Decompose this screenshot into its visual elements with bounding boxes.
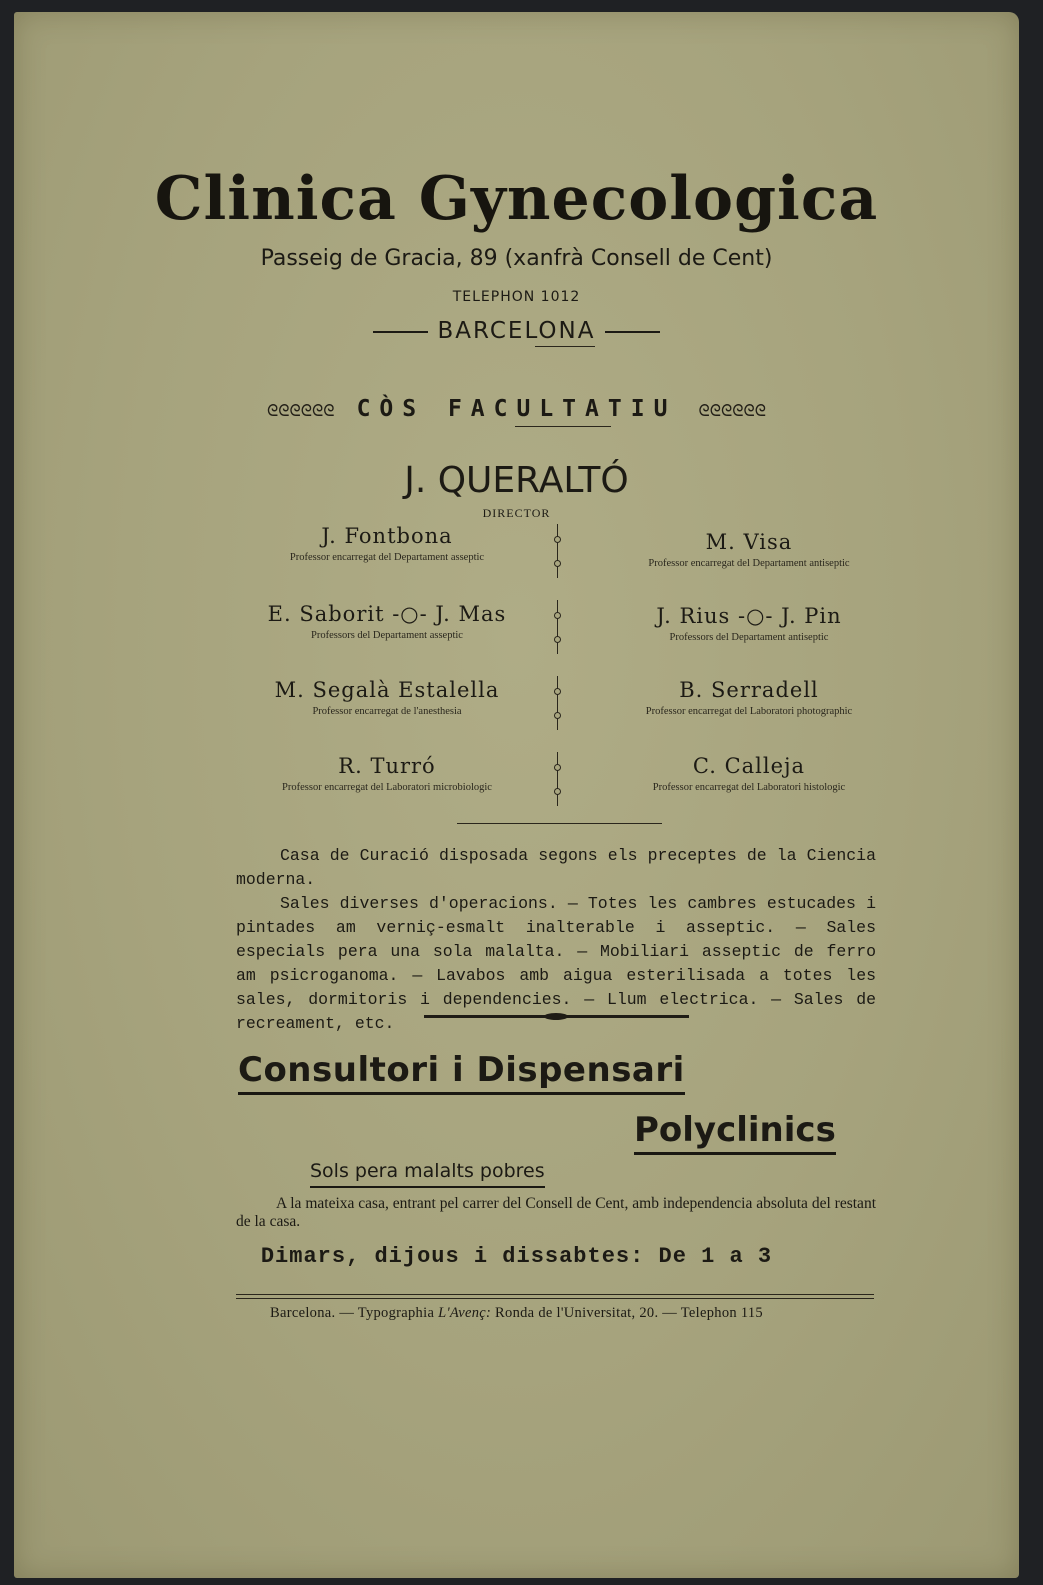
- staff-divider: [457, 823, 662, 824]
- column-separator: [553, 524, 562, 578]
- printer-footer: [14, 1305, 1019, 1322]
- polyclinics-title: Polyclinics: [634, 1110, 836, 1155]
- ornamental-divider: [424, 1015, 689, 1018]
- clinic-city: [14, 318, 1019, 344]
- consultori-text: [236, 1195, 876, 1231]
- staff-name: C. Calleja: [692, 754, 806, 778]
- staff-member: [584, 530, 914, 569]
- director-role: DIRECTOR: [482, 506, 551, 520]
- footer-text-before: Barcelona. — Typographia: [270, 1305, 439, 1321]
- ornament-left: ᘓᘓᘓᘓᘓᘓ: [266, 403, 335, 421]
- staff-role: Professor encarregat del Departament antiseptic: [648, 558, 850, 569]
- ornament-right: ᘓᘓᘓᘓᘓᘓ: [698, 403, 767, 421]
- staff-role: Professor encarregat de l'anesthesia: [312, 706, 462, 717]
- city-dash-left: [373, 331, 428, 333]
- staff-member: [222, 524, 552, 563]
- director-name: J. QUERALTÓ: [404, 460, 629, 501]
- staff-name: J. Fontbona: [321, 524, 453, 548]
- staff-role: Professor encarregat del Departament asseptic: [289, 552, 485, 563]
- city-name: BARCELONA: [437, 318, 596, 344]
- consultori-paragraph: A la mateixa casa, entrant pel carrer del Consell de Cent, amb independencia absoluta del restant de la casa.: [236, 1195, 876, 1230]
- staff-role: Professors del Departament asseptic: [311, 630, 463, 641]
- consultori-hours: Dimars, dijous i dissabtes: De 1 a 3: [260, 1244, 773, 1269]
- consultori-title: Consultori i Dispensari: [238, 1050, 685, 1095]
- staff-heading-row: [14, 396, 1019, 422]
- staff-member: [222, 678, 552, 717]
- staff-heading: CÒS FACULTATIU: [356, 396, 677, 422]
- footer-printer-name: L'Avenç:: [438, 1305, 492, 1321]
- staff-name: J. Rius -○- J. Pin: [656, 604, 842, 628]
- city-dash-right: [605, 331, 660, 333]
- page-title: Clinica Gynecologica: [154, 164, 879, 234]
- staff-name: R. Turró: [338, 754, 436, 778]
- staff-name: B. Serradell: [679, 678, 819, 702]
- staff-name: M. Segalà Estalella: [274, 678, 500, 702]
- column-separator: [553, 752, 562, 806]
- staff-name: E. Saborit -○- J. Mas: [267, 602, 507, 626]
- description-paragraph: Sales diverses d'operacions. — Totes les cambres estucades i pintades am verniç-esmalt inalterable i asseptic. — Sales especials pera una sola malalta. — Mobiliari asseptic de ferro am psicroganoma. — Lavabos amb aigua esterilisada a totes les sales, dormitoris i dependencies. — Llum electrica. — Sales de recreament, etc.: [236, 894, 876, 1033]
- staff-member: [222, 754, 552, 793]
- clinic-phone: TELEPHON 1012: [452, 289, 581, 305]
- staff-member: [584, 754, 914, 793]
- footer-double-rule: [236, 1294, 874, 1299]
- document-page: [14, 12, 1019, 1578]
- staff-role: Professor encarregat del Laboratori photographic: [645, 706, 853, 717]
- clinic-description: [236, 844, 876, 1036]
- staff-member: [222, 602, 552, 641]
- column-separator: [553, 600, 562, 654]
- heading-divider: [515, 426, 611, 427]
- clinic-address: Passeig de Gracia, 89 (xanfrà Consell de Cent): [260, 246, 773, 271]
- staff-name: M. Visa: [705, 530, 793, 554]
- staff-role: Professors del Departament antiseptic: [669, 632, 829, 643]
- column-separator: [553, 676, 562, 730]
- description-paragraph: Casa de Curació disposada segons els preceptes de la Ciencia moderna.: [236, 846, 876, 889]
- staff-member: [584, 604, 914, 643]
- consultori-subtitle: Sols pera malalts pobres: [310, 1160, 545, 1188]
- staff-role: Professor encarregat del Laboratori microbiologic: [282, 782, 492, 793]
- staff-role: Professor encarregat del Laboratori histologic: [652, 782, 846, 793]
- header-divider: [535, 346, 595, 347]
- footer-text-after: Ronda de l'Universitat, 20. — Telephon 115: [491, 1305, 763, 1321]
- staff-member: [584, 678, 914, 717]
